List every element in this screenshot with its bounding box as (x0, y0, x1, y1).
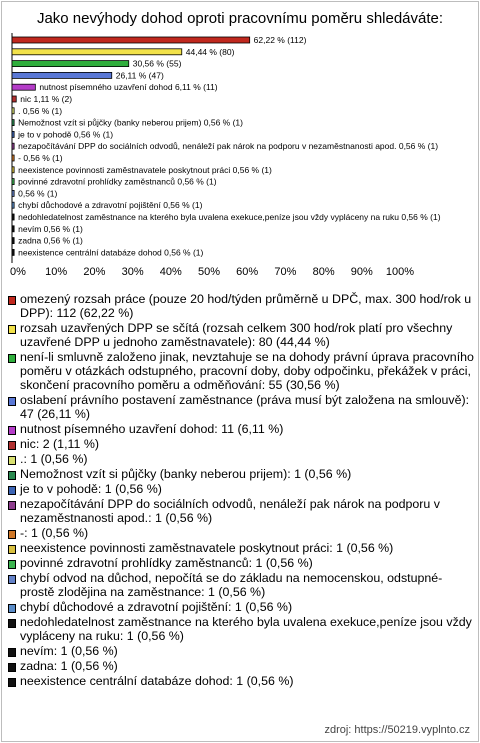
x-tick-label: 50% (197, 266, 221, 278)
bar (12, 238, 14, 244)
bar-chart-svg (10, 33, 473, 263)
x-tick-label: 80% (312, 266, 335, 278)
bar (12, 37, 250, 43)
legend-label: nedohledatelnost zaměstnance na kterého byla uvalena exekuce,peníze jsou vždy vypláceny na ruku: 1 (0,56 %) (20, 615, 472, 643)
legend-item (8, 600, 476, 614)
bar (12, 249, 14, 255)
bar (12, 108, 14, 114)
legend-swatch (8, 397, 16, 406)
legend-item (8, 292, 476, 320)
bar-data-label: nutnost písemného uzavření dohod 6,11 % (11) (39, 82, 218, 93)
legend-item (8, 526, 476, 540)
bar (12, 155, 14, 161)
x-tick-label: 0% (10, 266, 26, 278)
x-tick-label: 30% (121, 266, 144, 278)
legend-item (8, 556, 476, 570)
legend-label: rozsah uzavřených DPP se sčítá (rozsah celkem 300 hod/rok platí pro všechny uzavřené DPP u jednoho zaměstnavatele): 80 (44,44 %) (20, 321, 453, 349)
legend-item (8, 452, 476, 466)
chart-title: Jako nevýhody dohod oproti pracovnímu poměru shledáváte: (36, 10, 444, 27)
bar (12, 96, 16, 102)
bar-data-label: zadna 0,56 % (1) (18, 235, 83, 246)
bar (12, 214, 14, 220)
legend-item (8, 321, 476, 349)
legend-swatch (8, 441, 16, 450)
legend-item (8, 393, 476, 421)
legend-label: nezapočítávání DPP do sociálních odvodů, nenáleží pak nárok na podporu v nezaměstnanosti apod.: 1 (0,56 %) (20, 497, 440, 525)
legend-label: chybí odvod na důchod, nepočítá se do základu na nemocenskou, odstupné-prostě zlodějina na zaměstnance: 1 (0,56 %) (20, 571, 443, 599)
bar-data-label: nic 1,11 % (2) (20, 94, 73, 104)
bar-data-label: je to v pohodě 0,56 % (1) (18, 129, 114, 140)
source-note: zdroj: https://50219.vyplnto.cz (324, 724, 470, 736)
legend-label: neexistence povinnosti zaměstnavatele poskytnout práci: 1 (0,56 %) (20, 541, 394, 555)
bar-data-label: . 0,56 % (1) (18, 105, 63, 116)
legend-label: neexistence centrální databáze dohod: 1 (0,56 %) (20, 674, 294, 688)
legend-label: chybí důchodové a zdravotní pojištění: 1 (0,56 %) (20, 600, 293, 614)
bar (12, 226, 14, 232)
x-tick-label: 60% (236, 266, 259, 278)
legend-label: Nemožnost vzít si půjčky (banky neberou prijem): 1 (0,56 %) (20, 467, 352, 481)
x-tick-label: 40% (159, 266, 182, 278)
legend-swatch (8, 296, 16, 305)
x-tick-label: 90% (350, 266, 373, 278)
legend-item (8, 541, 476, 555)
legend-item (8, 659, 476, 673)
bar-data-label: 44,44 % (80) (185, 46, 235, 57)
bar-data-label: - 0,56 % (1) (18, 153, 63, 163)
legend-item (8, 437, 476, 451)
legend-label: .: 1 (0,56 %) (20, 452, 88, 466)
x-tick-label: 10% (45, 266, 68, 278)
bar-data-label: nedohledatelnost zaměstnance na kterého byla uvalena exekuce,peníze jsou vždy vypláceny na ruku 0,56 % (1) (18, 212, 441, 222)
bar-data-label: 26,11 % (47) (115, 70, 164, 81)
legend-item (8, 644, 476, 658)
bar-data-label: 0,56 % (1) (18, 188, 58, 199)
legend-swatch (8, 456, 16, 465)
bar (12, 190, 14, 196)
bar-data-label: nezapočítávání DPP do sociálních odvodů, nenáleží pak nárok na podporu v nezaměstnanosti apod. 0,56 % (1) (18, 141, 439, 152)
bar (12, 202, 14, 208)
bar (12, 120, 14, 126)
legend-swatch (8, 648, 16, 657)
bar (12, 167, 14, 173)
legend-label: nutnost písemného uzavření dohod: 11 (6,11 %) (20, 422, 284, 436)
legend-swatch (8, 486, 16, 495)
legend-item (8, 350, 476, 392)
legend-label: zadna: 1 (0,56 %) (20, 659, 118, 673)
legend-swatch (8, 604, 16, 613)
legend-item (8, 422, 476, 436)
legend-item (8, 615, 476, 643)
bar (12, 61, 129, 67)
bar-data-label: chybí důchodové a zdravotní pojištění 0,56 % (1) (18, 200, 203, 211)
x-axis (0, 266, 480, 282)
legend-label: je to v pohodě: 1 (0,56 %) (20, 482, 162, 496)
legend (8, 292, 476, 689)
x-tick-label: 70% (274, 266, 297, 278)
legend-swatch (8, 530, 16, 539)
legend-item (8, 674, 476, 688)
bar-data-label: 62,22 % (112) (253, 35, 307, 45)
legend-swatch (8, 354, 16, 363)
bar (12, 72, 112, 78)
legend-label: nic: 2 (1,11 %) (20, 437, 99, 451)
legend-label: omezený rozsah práce (pouze 20 hod/týden průměrně u DPČ, max. 300 hod/rok u DPP): 112 (62,22 %) (20, 292, 472, 320)
legend-label: -: 1 (0,56 %) (20, 526, 89, 540)
legend-swatch (8, 426, 16, 435)
legend-item (8, 497, 476, 525)
bar-data-label: neexistence centrální databáze dohod 0,56 % (1) (18, 247, 204, 258)
legend-swatch (8, 545, 16, 554)
legend-item (8, 467, 476, 481)
legend-swatch (8, 325, 16, 334)
bar (12, 84, 35, 90)
legend-swatch (8, 560, 16, 569)
legend-swatch (8, 575, 16, 584)
legend-swatch (8, 678, 16, 687)
legend-item (8, 482, 476, 496)
legend-swatch (8, 663, 16, 672)
bar (12, 179, 14, 185)
legend-swatch (8, 619, 16, 628)
bar-data-label: nevím 0,56 % (1) (18, 223, 83, 234)
legend-swatch (8, 471, 16, 480)
bar-data-label: povinné zdravotní prohlídky zaměstnanců 0,56 % (1) (18, 176, 217, 187)
bar (12, 49, 182, 55)
bar-data-label: 30,56 % (55) (132, 58, 182, 69)
legend-label: oslabení právního postavení zaměstnance (práva musí být založena na smlouvě): 47 (26,11 %) (20, 393, 470, 421)
legend-item (8, 571, 476, 599)
plot-area (10, 33, 473, 263)
legend-swatch (8, 501, 16, 510)
bar-data-label: neexistence povinnosti zaměstnavatele poskytnout práci 0,56 % (1) (18, 164, 272, 175)
legend-label: není-li smluvně založeno jinak, nevztahuje se na dohody právní úprava pracovního poměru v otázkách odstupného, pracovní doby, doby odpočinku, překážek v práci, skončení pracovního poměru a odměňování: 55 (30,56 %) (20, 350, 474, 392)
x-tick-label: 100% (385, 266, 415, 278)
bar (12, 143, 14, 149)
legend-label: nevím: 1 (0,56 %) (20, 644, 118, 658)
legend-label: povinné zdravotní prohlídky zaměstnanců: 1 (0,56 %) (20, 556, 313, 570)
x-tick-label: 20% (83, 266, 106, 278)
bar-data-label: Nemožnost vzít si půjčky (banky neberou prijem) 0,56 % (1) (18, 117, 244, 128)
bar (12, 131, 14, 137)
